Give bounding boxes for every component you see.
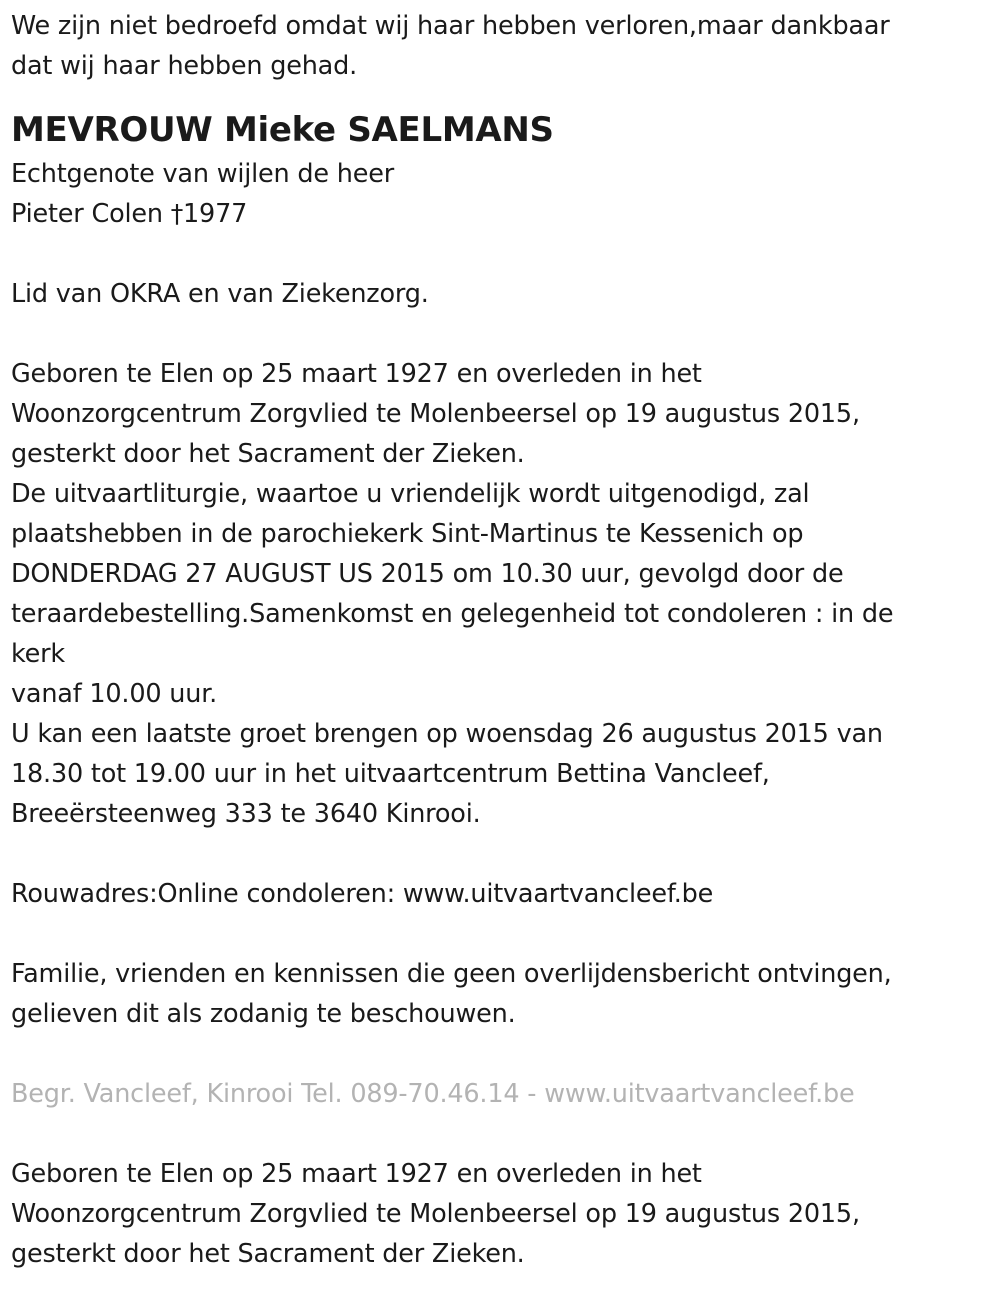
family-notice-line: gelieven dit als zodanig te beschouwen.	[11, 999, 516, 1029]
details-line: kerk	[11, 639, 65, 669]
spouse-death-year: 1977	[183, 199, 248, 229]
details-line: Woonzorgcentrum Zorgvlied te Molenbeersel op 19 augustus 2015,	[11, 399, 860, 429]
memorial-quote	[11, 6, 1000, 86]
quote-line: dat wij haar hebben gehad.	[11, 51, 357, 81]
spacer	[11, 834, 1000, 874]
spouse-line	[11, 194, 1000, 234]
details-line: plaatshebben in de parochiekerk Sint-Martinus te Kessenich op	[11, 519, 804, 549]
deceased-name: MEVROUW Mieke SAELMANS	[11, 110, 554, 150]
details-line: DONDERDAG 27 AUGUST US 2015 om 10.30 uur, gevolgd door de	[11, 559, 844, 589]
spouse-name: Pieter Colen	[11, 199, 171, 229]
family-notice	[11, 954, 1000, 1034]
details-line: vanaf 10.00 uur.	[11, 679, 218, 709]
family-notice-line: Familie, vrienden en kennissen die geen overlijdensbericht ontvingen,	[11, 959, 892, 989]
rouwadres: Rouwadres:Online condoleren: www.uitvaartvancleef.be	[11, 879, 714, 909]
quote-line: We zijn niet bedroefd omdat wij haar hebben verloren,maar dankbaar	[11, 11, 890, 41]
spacer	[11, 234, 1000, 274]
details-line: teraardebestelling.Samenkomst en gelegenheid tot condoleren : in de	[11, 599, 894, 629]
details-line: 18.30 tot 19.00 uur in het uitvaartcentrum Bettina Vancleef,	[11, 759, 770, 789]
repeat-details-line: Woonzorgcentrum Zorgvlied te Molenbeersel op 19 augustus 2015,	[11, 1199, 860, 1229]
details-line: De uitvaartliturgie, waartoe u vriendelijk wordt uitgenodigd, zal	[11, 479, 810, 509]
repeat-details-line: gesterkt door het Sacrament der Zieken.	[11, 1239, 525, 1269]
spacer	[11, 914, 1000, 954]
membership: Lid van OKRA en van Ziekenzorg.	[11, 279, 429, 309]
details-line: Geboren te Elen op 25 maart 1927 en overleden in het	[11, 359, 702, 389]
spacer	[11, 314, 1000, 354]
details-line: Breeërsteenweg 333 te 3640 Kinrooi.	[11, 799, 481, 829]
cross-icon: †	[170, 199, 184, 228]
repeat-details	[11, 1154, 1000, 1274]
repeat-details-line: Geboren te Elen op 25 maart 1927 en overleden in het	[11, 1159, 702, 1189]
spouse-intro: Echtgenote van wijlen de heer	[11, 159, 394, 189]
spacer	[11, 1114, 1000, 1154]
funeral-home-contact: Begr. Vancleef, Kinrooi Tel. 089-70.46.14 - www.uitvaartvancleef.be	[11, 1079, 855, 1109]
details-line: gesterkt door het Sacrament der Zieken.	[11, 439, 525, 469]
funeral-details	[11, 354, 1000, 834]
spacer	[11, 1034, 1000, 1074]
details-line: U kan een laatste groet brengen op woensdag 26 augustus 2015 van	[11, 719, 883, 749]
